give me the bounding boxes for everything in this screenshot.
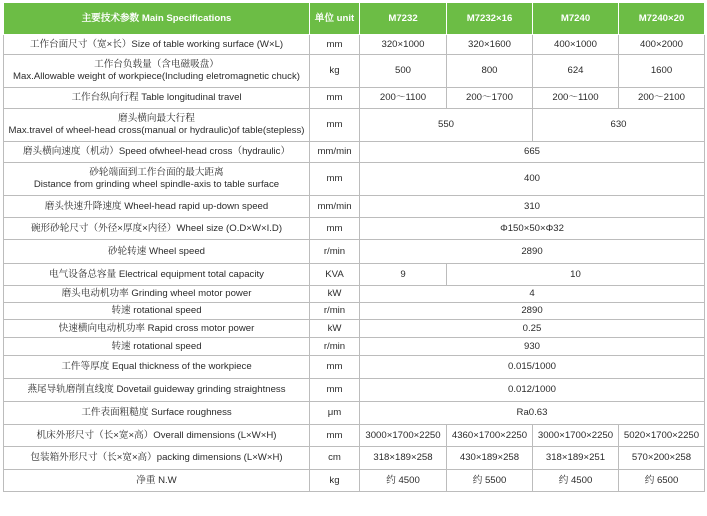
row-value: 0.015/1000 <box>360 356 705 379</box>
row-label: 净重 N.W <box>4 470 310 492</box>
row-label-en: Max.Allowable weight of workpiece(Including eletromagnetic chuck) <box>13 71 300 82</box>
row-label <box>4 109 310 142</box>
spec-table-wrapper <box>3 2 704 492</box>
row-label: 磨头横向速度（机动）Speed ofwheel-head cross（hydraulic） <box>4 142 310 163</box>
specifications-table <box>3 2 705 492</box>
row-label-cn: 磨头横向最大行程 <box>118 113 195 124</box>
row-value: 400×1000 <box>533 35 619 55</box>
row-value: 约 6500 <box>619 470 705 492</box>
row-label: 快速横向电动机功率 Rapid cross motor power <box>4 320 310 338</box>
row-label: 包装箱外形尺寸（长×宽×高）packing dimensions (L×W×H) <box>4 447 310 470</box>
row-label <box>4 163 310 196</box>
row-value: 320×1000 <box>360 35 447 55</box>
row-unit: KVA <box>310 264 360 286</box>
header-model-m7240: M7240 <box>533 3 619 35</box>
row-value: 0.012/1000 <box>360 379 705 402</box>
row-label: 碗形砂轮尺寸（外径×厚度×内径）Wheel size (O.D×W×I.D) <box>4 218 310 240</box>
row-label <box>4 55 310 88</box>
row-value: 200～1100 <box>360 88 447 109</box>
table-row <box>4 286 705 303</box>
row-unit: kg <box>310 55 360 88</box>
row-unit: kg <box>310 470 360 492</box>
table-row <box>4 402 705 425</box>
table-row <box>4 196 705 218</box>
row-value: 624 <box>533 55 619 88</box>
row-label: 转速 rotational speed <box>4 338 310 356</box>
row-unit: mm <box>310 35 360 55</box>
row-value: 318×189×251 <box>533 447 619 470</box>
row-value: 630 <box>533 109 705 142</box>
row-label: 工件等厚度 Equal thickness of the workpiece <box>4 356 310 379</box>
row-label: 机床外形尺寸（长×宽×高）Overall dimensions (L×W×H) <box>4 425 310 447</box>
row-value: 400×2000 <box>619 35 705 55</box>
row-value: 200～1100 <box>533 88 619 109</box>
row-value: 4360×1700×2250 <box>447 425 533 447</box>
row-value: Ra0.63 <box>360 402 705 425</box>
row-value: 200～1700 <box>447 88 533 109</box>
table-row <box>4 240 705 264</box>
row-value: 930 <box>360 338 705 356</box>
header-model-m7240x20: M7240×20 <box>619 3 705 35</box>
row-label-cn: 砂轮端面到工作台面的最大距离 <box>89 167 224 178</box>
row-unit: mm <box>310 163 360 196</box>
header-unit: 单位 unit <box>310 3 360 35</box>
row-unit: cm <box>310 447 360 470</box>
row-unit: kW <box>310 286 360 303</box>
row-unit: mm <box>310 109 360 142</box>
row-value: 2890 <box>360 303 705 320</box>
row-unit: mm/min <box>310 196 360 218</box>
row-unit: kW <box>310 320 360 338</box>
row-value: 665 <box>360 142 705 163</box>
table-row <box>4 109 705 142</box>
row-value: 0.25 <box>360 320 705 338</box>
row-value: 4 <box>360 286 705 303</box>
row-value: 310 <box>360 196 705 218</box>
table-row <box>4 35 705 55</box>
row-label: 燕尾导轨磨削直线度 Dovetail guideway grinding straightness <box>4 379 310 402</box>
table-row <box>4 264 705 286</box>
row-value: 10 <box>447 264 705 286</box>
table-row <box>4 303 705 320</box>
row-value: 5020×1700×2250 <box>619 425 705 447</box>
row-value: 约 5500 <box>447 470 533 492</box>
header-model-m7232x16: M7232×16 <box>447 3 533 35</box>
table-row <box>4 88 705 109</box>
row-unit: μm <box>310 402 360 425</box>
table-row <box>4 447 705 470</box>
row-value: 9 <box>360 264 447 286</box>
row-value: 1600 <box>619 55 705 88</box>
row-label: 电气设备总容量 Electrical equipment total capacity <box>4 264 310 286</box>
row-unit: mm <box>310 218 360 240</box>
row-label: 工件表面粗糙度 Surface roughness <box>4 402 310 425</box>
table-row <box>4 163 705 196</box>
header-row <box>4 3 705 35</box>
table-row <box>4 218 705 240</box>
row-unit: r/min <box>310 338 360 356</box>
row-label: 磨头电动机功率 Grinding wheel motor power <box>4 286 310 303</box>
row-value: 320×1600 <box>447 35 533 55</box>
table-row <box>4 55 705 88</box>
row-value: 400 <box>360 163 705 196</box>
row-value: 3000×1700×2250 <box>533 425 619 447</box>
row-label-en: Max.travel of wheel-head cross(manual or hydraulic)of table(stepless) <box>8 125 305 136</box>
row-unit: mm <box>310 425 360 447</box>
header-spec: 主要技术参数 Main Specifications <box>4 3 310 35</box>
row-unit: mm <box>310 88 360 109</box>
header-model-m7232: M7232 <box>360 3 447 35</box>
row-label: 工作台纵向行程 Table longitudinal travel <box>4 88 310 109</box>
row-value: 550 <box>360 109 533 142</box>
row-label-en: Distance from grinding wheel spindle-axis to table surface <box>33 179 280 190</box>
row-value: 430×189×258 <box>447 447 533 470</box>
table-row <box>4 425 705 447</box>
table-row <box>4 142 705 163</box>
row-label: 砂轮转速 Wheel speed <box>4 240 310 264</box>
table-row <box>4 320 705 338</box>
row-value: 200～2100 <box>619 88 705 109</box>
row-unit: mm <box>310 356 360 379</box>
row-value: 800 <box>447 55 533 88</box>
row-value: 约 4500 <box>360 470 447 492</box>
table-row <box>4 356 705 379</box>
row-unit: mm/min <box>310 142 360 163</box>
row-label: 转速 rotational speed <box>4 303 310 320</box>
row-label-cn: 工作台负载量（含电磁吸盘） <box>94 59 219 70</box>
row-value: 500 <box>360 55 447 88</box>
row-unit: r/min <box>310 303 360 320</box>
row-value: Φ150×50×Φ32 <box>360 218 705 240</box>
row-value: 3000×1700×2250 <box>360 425 447 447</box>
row-value: 570×200×258 <box>619 447 705 470</box>
table-row <box>4 379 705 402</box>
row-value: 2890 <box>360 240 705 264</box>
row-label: 工作台面尺寸（宽×长）Size of table working surface (W×L) <box>4 35 310 55</box>
table-row <box>4 338 705 356</box>
table-row <box>4 470 705 492</box>
row-value: 约 4500 <box>533 470 619 492</box>
row-value: 318×189×258 <box>360 447 447 470</box>
row-unit: r/min <box>310 240 360 264</box>
row-unit: mm <box>310 379 360 402</box>
row-label: 磨头快速升降速度 Wheel-head rapid up-down speed <box>4 196 310 218</box>
